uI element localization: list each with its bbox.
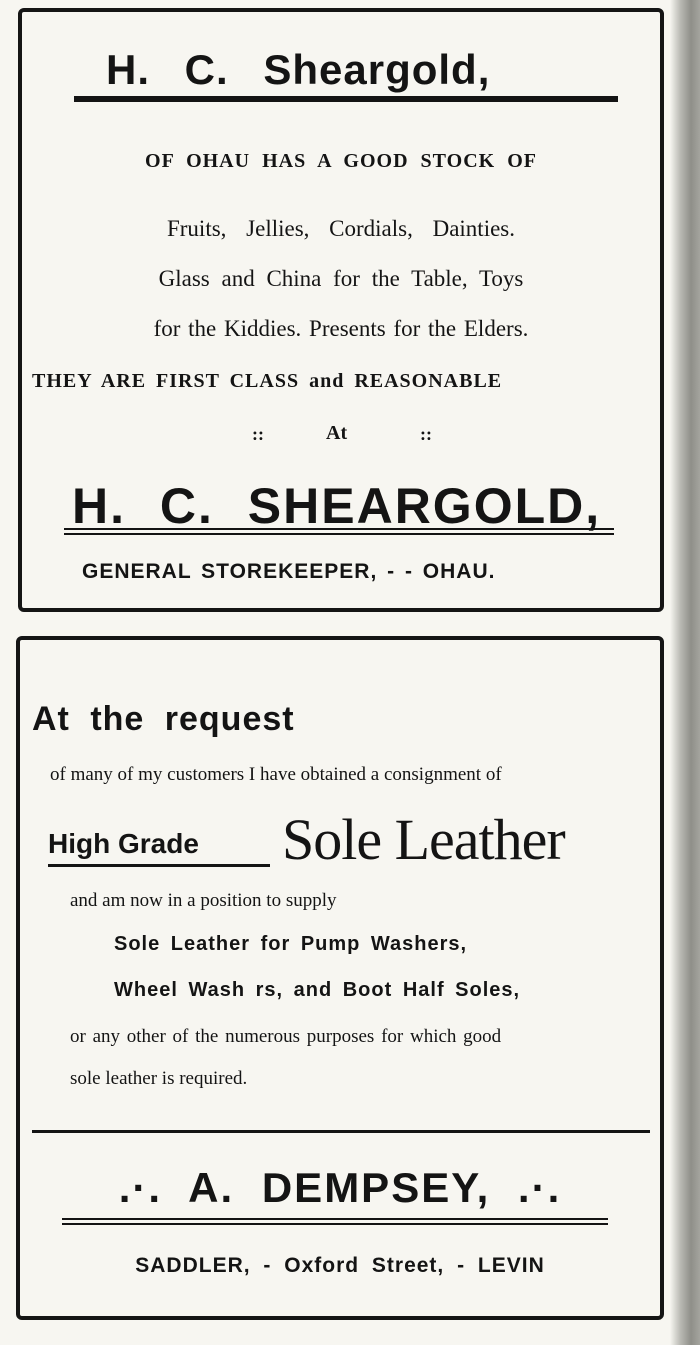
trade-line: GENERAL STOREKEEPER, - - OHAU. bbox=[82, 560, 496, 583]
merchant-double-rule bbox=[62, 1218, 608, 1225]
name-double-rule bbox=[64, 528, 614, 535]
page-scan-edge bbox=[670, 0, 700, 1345]
at-label: At bbox=[326, 422, 348, 444]
opening-line: At the request bbox=[32, 700, 295, 738]
stock-line-2: Glass and China for the Table, Toys bbox=[158, 266, 524, 291]
item-line-1: Sole Leather for Pump Washers, bbox=[114, 933, 468, 955]
purpose-line-2: sole leather is required. bbox=[70, 1068, 248, 1089]
ad-heading: H. C. Sheargold, bbox=[106, 46, 491, 93]
stock-line-1: Fruits, Jellies, Cordials, Dainties. bbox=[166, 216, 515, 241]
advertisement-dempsey bbox=[16, 636, 664, 1320]
high-grade-label: High Grade bbox=[48, 828, 199, 859]
ornament-dots-left: :: bbox=[252, 424, 264, 444]
divider-rule bbox=[32, 1130, 650, 1133]
purpose-line-1: or any other of the numerous purposes for which good bbox=[70, 1026, 502, 1047]
merchant-trade-line: SADDLER, - Oxford Street, - LEVIN bbox=[135, 1254, 545, 1277]
store-name-caps: H. C. SHEARGOLD, bbox=[72, 478, 602, 534]
quality-claim: THEY ARE FIRST CLASS and REASONABLE bbox=[32, 370, 503, 392]
merchant-name: .·. A. DEMPSEY, .·. bbox=[118, 1164, 562, 1211]
ad-subheading: OF OHAU HAS A GOOD STOCK OF bbox=[145, 150, 537, 172]
item-line-2: Wheel Wash rs, and Boot Half Soles, bbox=[114, 979, 521, 1001]
supply-line: and am now in a position to supply bbox=[70, 890, 337, 911]
high-grade-underline bbox=[48, 864, 270, 867]
heading-rule bbox=[74, 96, 618, 102]
stock-line-3: for the Kiddies. Presents for the Elders. bbox=[153, 316, 529, 341]
advertisement-sheargold bbox=[18, 8, 664, 612]
sole-leather-heading: Sole Leather bbox=[282, 807, 565, 872]
ornament-dots-right: :: bbox=[420, 424, 432, 444]
customers-line: of many of my customers I have obtained a consignment of bbox=[50, 764, 502, 785]
